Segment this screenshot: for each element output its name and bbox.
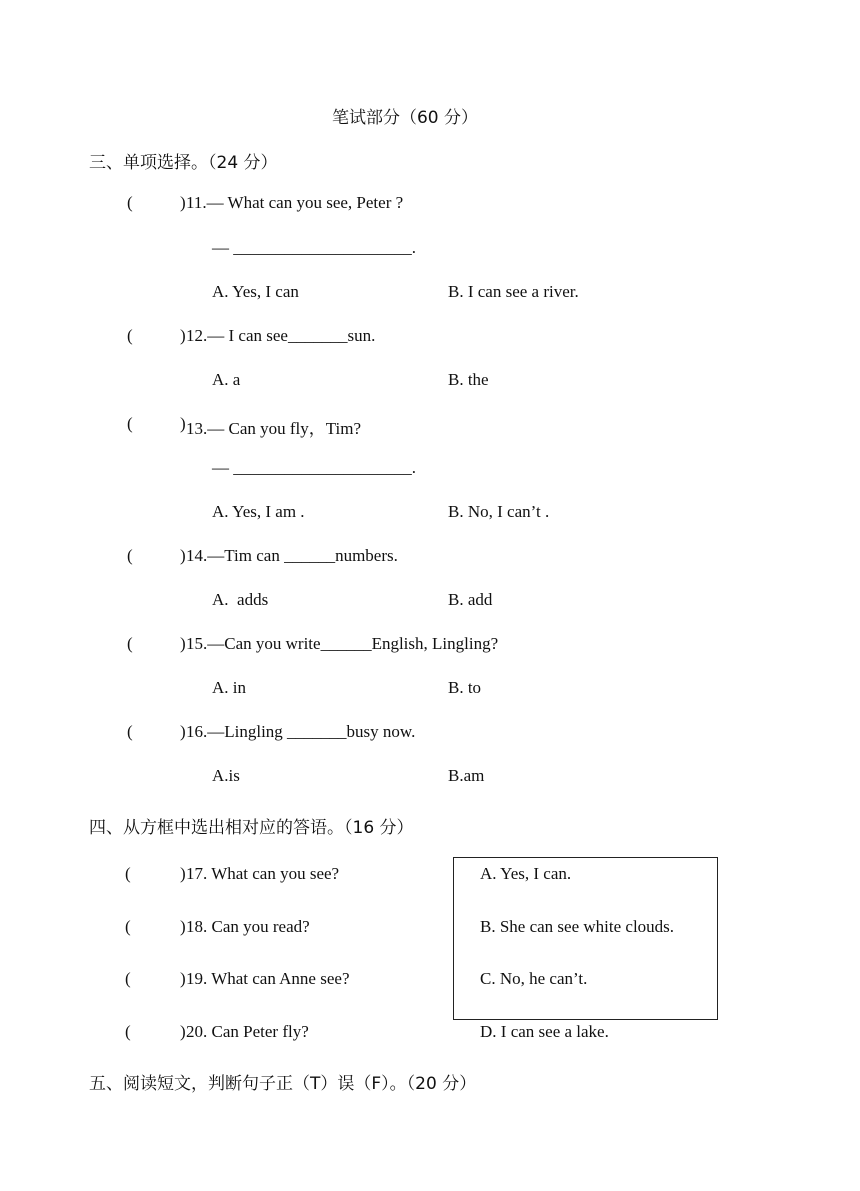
question-stem: 15.—Can you write______English, Lingling?: [186, 634, 499, 653]
answer-paren-open: (: [127, 193, 133, 212]
answer-paren-open: (: [125, 1022, 131, 1041]
answer-paren-close: ): [180, 326, 186, 345]
question-stem: 19. What can Anne see?: [186, 969, 350, 988]
question-stem: 11.— What can you see, Peter ?: [186, 193, 404, 212]
answer-paren-close: ): [180, 193, 186, 212]
answer-line: — _____________________.: [212, 238, 416, 257]
box-option-c: C. No, he can’t.: [480, 969, 588, 988]
answer-paren-close: ): [180, 546, 186, 565]
answer-paren-open: (: [125, 864, 131, 883]
answer-paren-open: (: [125, 969, 131, 988]
option-a: A. Yes, I can: [212, 282, 299, 301]
answer-paren-open: (: [127, 414, 133, 433]
question-stem: 12.— I can see_______sun.: [186, 326, 376, 345]
option-b: B. the: [448, 370, 489, 389]
question-stem: 16.—Lingling _______busy now.: [186, 722, 416, 741]
answer-paren-open: (: [125, 917, 131, 936]
option-a: A.is: [212, 766, 240, 785]
option-b: B. I can see a river.: [448, 282, 579, 301]
answer-paren-close: ): [180, 864, 186, 883]
answer-paren-open: (: [127, 722, 133, 741]
option-a: A. Yes, I am .: [212, 502, 305, 521]
answer-paren-open: (: [127, 326, 133, 345]
option-b: B. to: [448, 678, 482, 697]
option-a: A. in: [212, 678, 246, 697]
question-stem: 13.— Can you fly，Tim?: [186, 419, 362, 438]
option-b: B. No, I can’t .: [448, 502, 550, 521]
answer-paren-close: ): [180, 1022, 186, 1041]
option-b: B.am: [448, 766, 485, 785]
option-a: A. adds: [212, 590, 269, 609]
option-b: B. add: [448, 590, 493, 609]
answer-paren-close: ): [180, 634, 186, 653]
section-5-heading: 五、阅读短文，判断句子正（T）误（F）。（20 分）: [89, 1074, 477, 1094]
answer-paren-open: (: [127, 546, 133, 565]
question-stem: 14.—Tim can ______numbers.: [186, 546, 398, 565]
section-3-heading: 三、单项选择。（24 分）: [89, 153, 278, 173]
answer-paren-close: ): [180, 917, 186, 936]
question-stem: 18. Can you read?: [186, 917, 310, 936]
answer-paren-close: ): [180, 969, 186, 988]
question-stem: 17. What can you see?: [186, 864, 340, 883]
option-a: A. a: [212, 370, 241, 389]
answer-line: — _____________________.: [212, 458, 416, 477]
answer-paren-close: ): [180, 722, 186, 741]
answer-paren-open: (: [127, 634, 133, 653]
answer-paren-close: ): [180, 414, 186, 433]
box-option-a: A. Yes, I can.: [480, 864, 572, 883]
page-title: 笔试部分（60 分）: [331, 108, 479, 128]
question-stem: 20. Can Peter fly?: [186, 1022, 309, 1041]
section-4-heading: 四、从方框中选出相对应的答语。（16 分）: [89, 818, 414, 838]
box-option-b: B. She can see white clouds.: [480, 917, 675, 936]
box-option-d: D. I can see a lake.: [480, 1022, 609, 1041]
